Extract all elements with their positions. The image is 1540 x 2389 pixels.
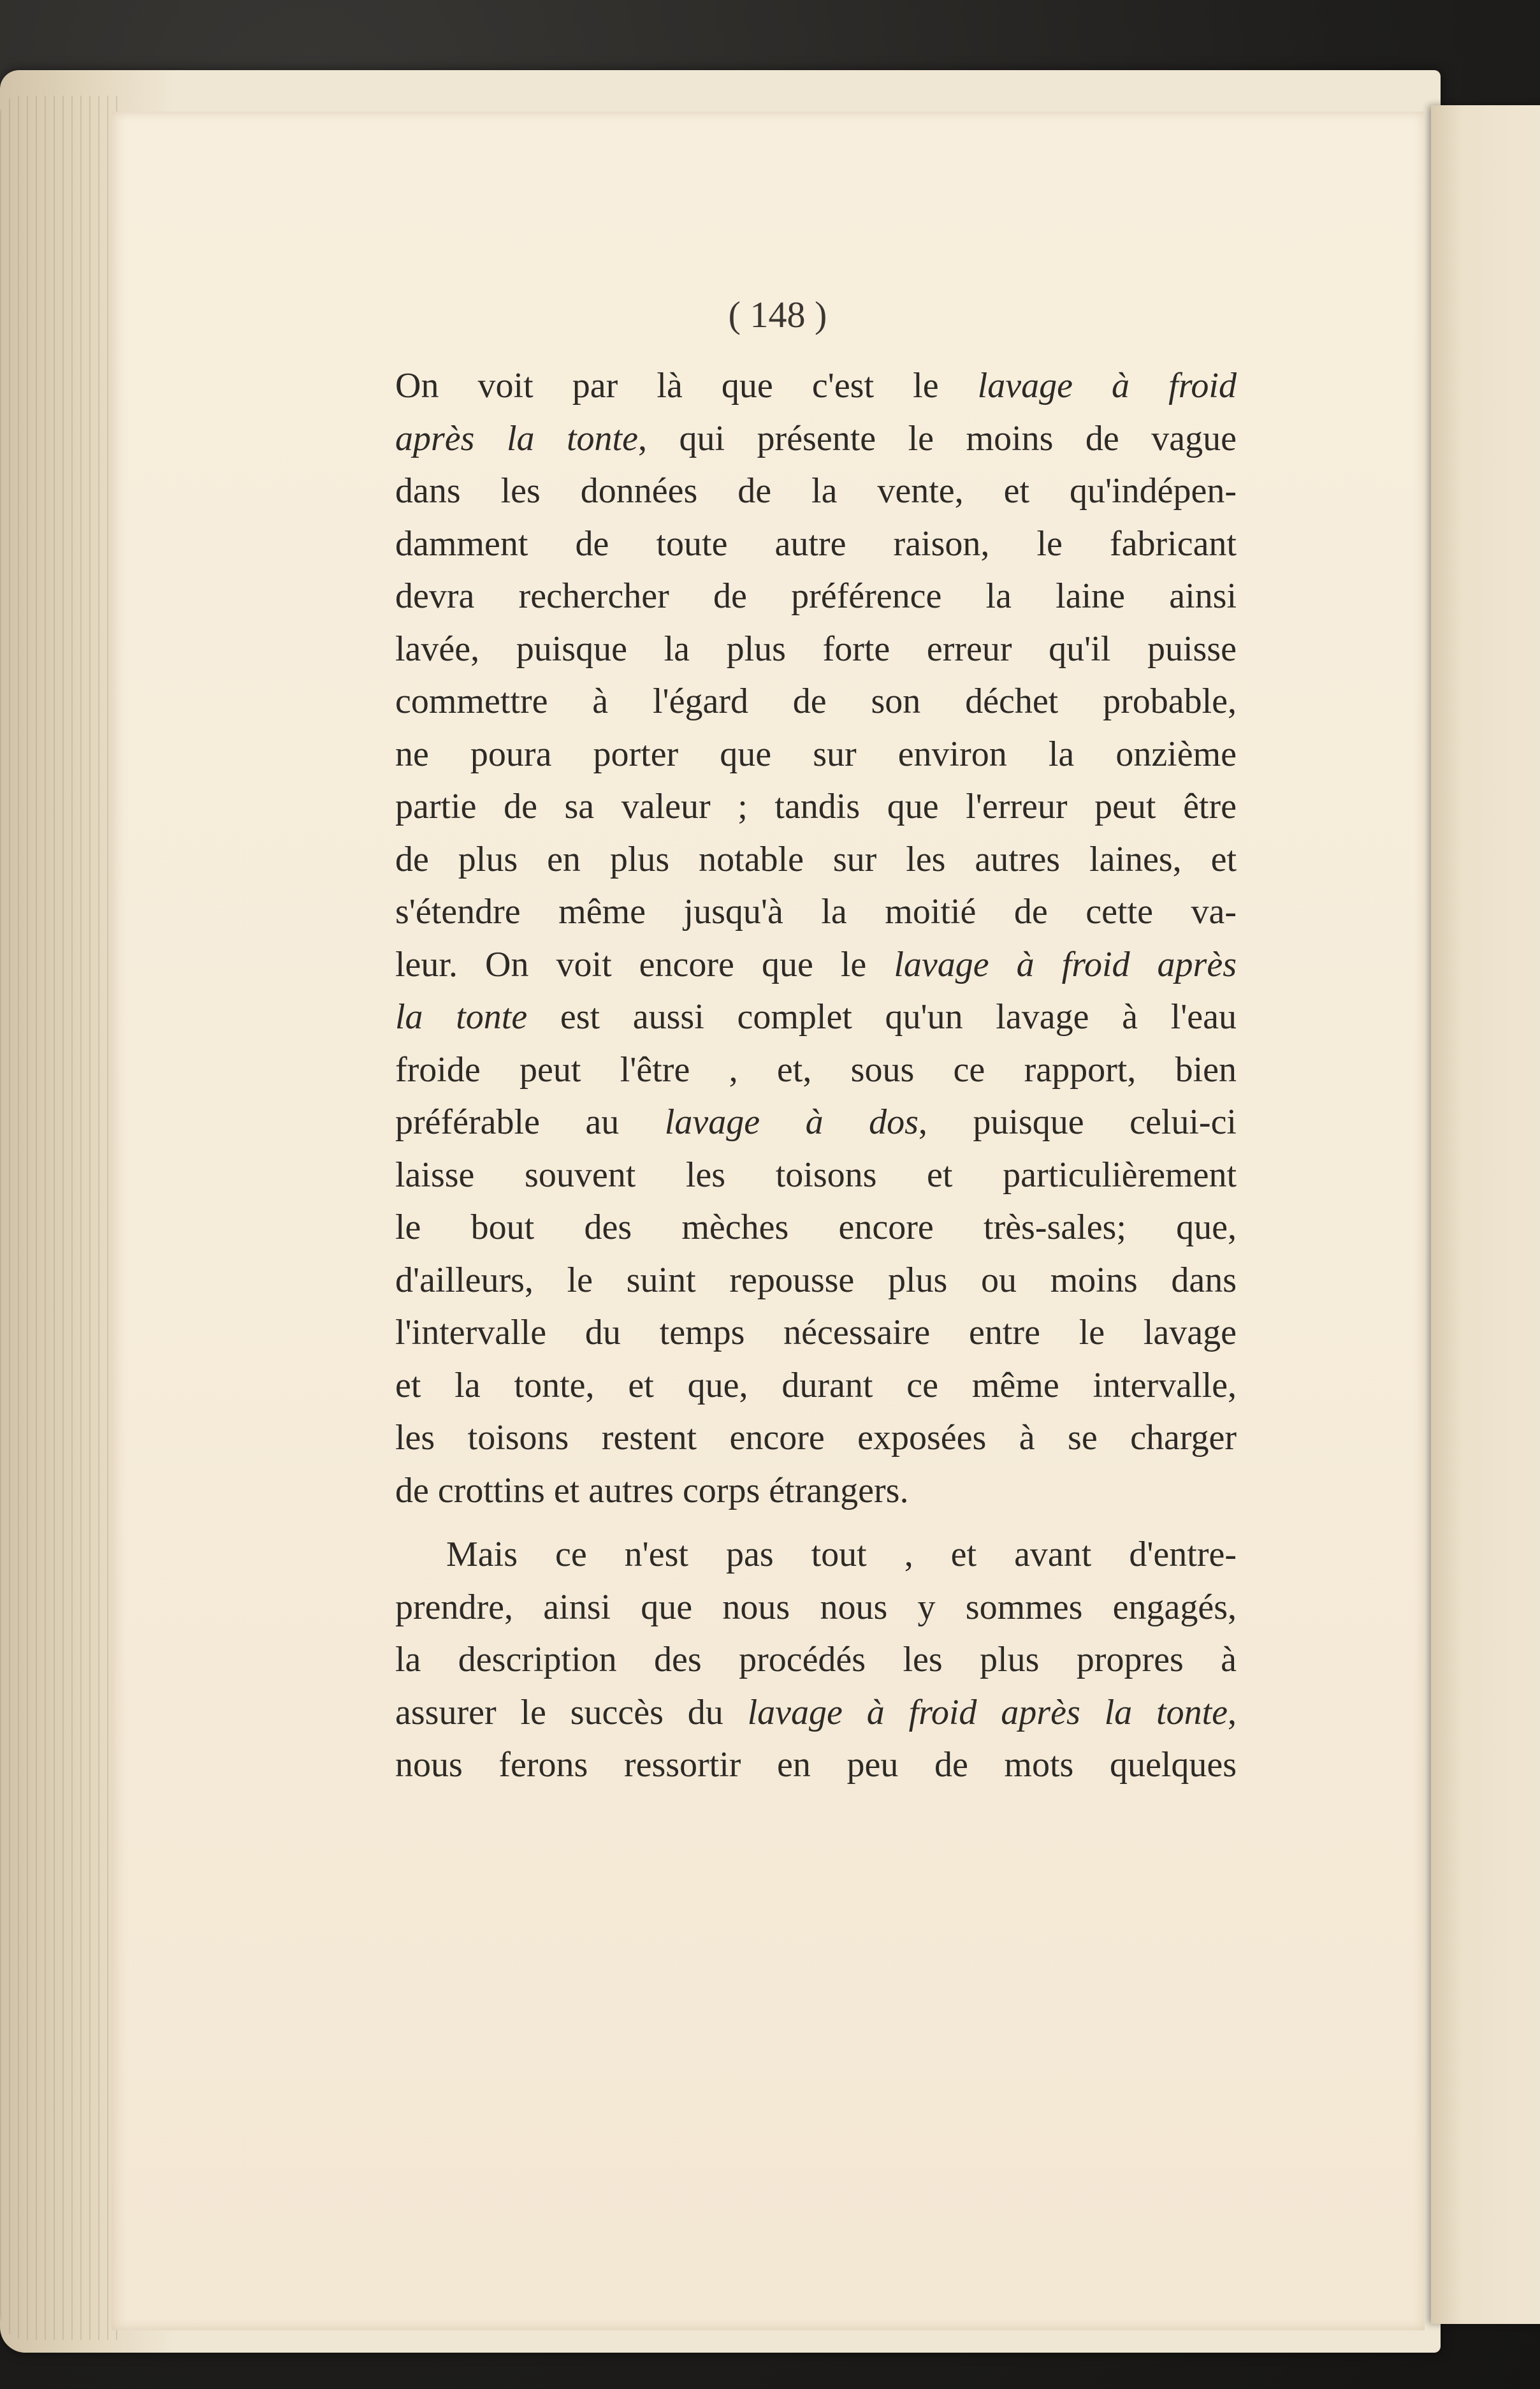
text-line: de plus en plus notable sur les autres laines, et: [395, 839, 1237, 879]
text-line: après la tonte, qui présente le moins de vague: [395, 418, 1237, 458]
text-line: de crottins et autres corps étrangers.: [395, 1470, 909, 1510]
text-line: partie de sa valeur ; tandis que l'erreur peut être: [395, 787, 1237, 826]
text-line: d'ailleurs, le suint repousse plus ou moins dans: [395, 1260, 1237, 1300]
page-edges: [0, 96, 121, 2340]
text-line: la tonte est aussi complet qu'un lavage à l'eau: [395, 997, 1237, 1037]
text-line: leur. On voit encore que le lavage à froid après: [395, 944, 1237, 984]
text-line: et la tonte, et que, durant ce même intervalle,: [395, 1365, 1237, 1405]
text-line: devra rechercher de préférence la laine ainsi: [395, 576, 1237, 616]
text-line: s'étendre même jusqu'à la moitié de cette va-: [395, 892, 1237, 931]
text-line: dans les données de la vente, et qu'indépen-: [395, 471, 1237, 511]
facing-page-edge: [1431, 105, 1540, 2324]
text-line: nous ferons ressortir en peu de mots quelques: [395, 1745, 1237, 1785]
text-line: ne poura porter que sur environ la onzième: [395, 734, 1237, 774]
text-line: l'intervalle du temps nécessaire entre le lavage: [395, 1313, 1237, 1352]
text-line: Mais ce n'est pas tout , et avant d'entre-: [446, 1535, 1237, 1574]
text-line: la description des procédés les plus propres à: [395, 1640, 1237, 1679]
text-line: On voit par là que c'est le lavage à froid: [395, 366, 1237, 405]
text-line: assurer le succès du lavage à froid après la tonte,: [395, 1692, 1237, 1732]
text-line: préférable au lavage à dos, puisque celui-ci: [395, 1102, 1237, 1142]
text-line: froide peut l'être , et, sous ce rapport, bien: [395, 1049, 1237, 1090]
text-line: prendre, ainsi que nous nous y sommes engagés,: [395, 1587, 1237, 1627]
text-line: laisse souvent les toisons et particulièrement: [395, 1155, 1237, 1195]
text-line: le bout des mèches encore très-sales; que,: [395, 1208, 1237, 1247]
text-line: lavée, puisque la plus forte erreur qu'il puisse: [395, 629, 1237, 669]
text-line: commettre à l'égard de son déchet probable,: [395, 682, 1237, 721]
text-line: damment de toute autre raison, le fabricant: [395, 523, 1237, 564]
page-number: ( 148 ): [728, 294, 827, 335]
text-line: les toisons restent encore exposées à se charger: [395, 1418, 1237, 1458]
